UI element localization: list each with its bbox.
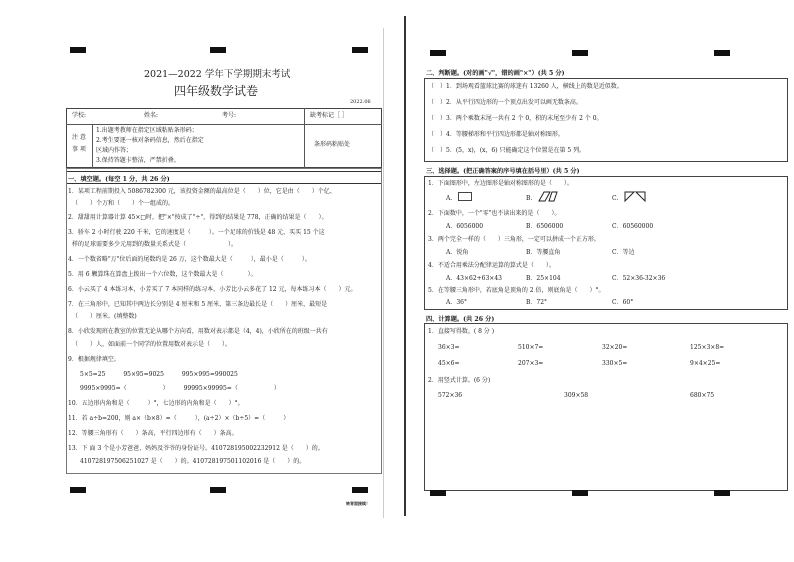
fill-in-frame: [66, 168, 382, 474]
question-line: 3．骄车 2 小时行驶 220 千米，它的速度是（ ）。一个足球的价钱是 48 元，买买 15 个这: [68, 229, 325, 236]
question-line: 13．下 面 3 个是小芳爸爸、妈妈及爷爷的身份证号。410728195002232912 是（ ）的。: [68, 445, 324, 452]
question-line: （ ）个万和（ ）个一组成的。: [72, 200, 175, 207]
calc-subtitle: 2．用竖式计算。(6 分): [428, 377, 491, 384]
direct-calc-item: 32×20=: [602, 344, 628, 351]
judge-item: （ ）1．到场观看篮球比赛的球迷有 13260 人，横线上的数是近似数。: [428, 83, 623, 90]
direct-calc-item: 125×3×8=: [690, 344, 725, 351]
left-exam-page: [52, 28, 384, 518]
exam-subject-title: 四年级数学试卷: [174, 84, 259, 98]
question-line: 样的足球需要多少元用到的数量关系式是（ ）。: [72, 241, 238, 248]
direct-calc-item: 330×5=: [602, 360, 628, 367]
judge-item: （ ）5．(5，x)，(x，6) 只能确定这个位置是在第 5 列。: [428, 147, 586, 154]
question-line: 4．一个数省略"万"位后面的尾数约是 26 万，这个数最大是（ ），最小是（ ）。: [68, 256, 311, 263]
absent-mark-field[interactable]: 缺考标记［ ］: [310, 112, 348, 119]
choice-option: B．6506000: [526, 223, 564, 230]
vertical-calc-item: 572×36: [438, 392, 463, 399]
registration-mark: [70, 487, 86, 493]
name-field[interactable]: 姓名:: [144, 112, 159, 119]
direct-calc-item: 45×6=: [438, 360, 460, 367]
choice-option: C．60°: [612, 299, 634, 306]
choice-option: C.: [612, 195, 619, 202]
notice-line: 3.保持答题卡整洁，严禁折叠。: [96, 157, 180, 164]
question-line: 9．根据规律填空。: [68, 356, 120, 363]
registration-mark: [714, 490, 730, 496]
choice-option: A.: [446, 195, 453, 202]
school-field[interactable]: 学校:: [72, 112, 87, 119]
choice-option: B.: [526, 195, 533, 202]
choice-question: 2．下面数中，一个"零"也不读出来的是（ ）。: [428, 210, 561, 217]
notice-line: 区域内作答；: [96, 147, 133, 154]
choice-option: B．72°: [526, 299, 548, 306]
choice-option: C．52×36-32×36: [612, 275, 666, 282]
question-line: 5．用 6 颗算珠在算盘上拨出一个六位数，这个数最大是（ ）。: [68, 271, 257, 278]
exam-year-title: 2021—2022 学年下学期期末考试: [144, 69, 291, 80]
notice-line: 1.出题考教师在指定区域粘贴条形码；: [96, 127, 198, 134]
notice-line: 2.考生要逐一核对条码信息，然后在指定: [96, 137, 204, 144]
judge-item: （ ）2．从平行四边形的一个顶点出发可以画无数条高。: [428, 99, 582, 106]
triangle-shape-icon: [624, 191, 646, 202]
question-line: 8．小欣发现班在教室的位置无论从哪个方向看，用数对表示都是（4，4)，小欣所在的班级一共有: [68, 328, 328, 335]
notice-label: 事 项: [72, 146, 86, 153]
barcode-area[interactable]: 条形码粘贴处: [314, 141, 351, 148]
registration-mark: [210, 487, 226, 493]
choice-question: 1．下面图形中，左边图形是轴对称图形的是（ ）。: [428, 180, 573, 187]
registration-mark: [210, 47, 226, 53]
registration-mark: [70, 47, 86, 53]
registration-mark: [714, 50, 730, 56]
judge-item: （ ）4．等腰梯形和平行四边形都是轴对称图形。: [428, 131, 564, 138]
question-line: （ ）厘米。(填整数): [72, 313, 137, 320]
question-line: 410728197506251027 是（ ）的。410728197501102016 是（ ）的。: [80, 458, 306, 465]
question-line: （ ）人，如面前一个同学的位置用数对表示是（ ）。: [72, 341, 232, 348]
notice-label: 注 意: [72, 134, 86, 141]
registration-mark: [430, 490, 446, 496]
direct-calc-item: 207×3=: [518, 360, 544, 367]
square-shape-icon: [458, 192, 472, 201]
choice-question: 5．在等腰三角形中，若底角是顶角的 2 倍，则底角是（ ）°。: [428, 287, 605, 294]
question-line: 12．等腰三角形有（ ）条高，平行四边形有（ ）条高。: [68, 430, 238, 437]
direct-calc-item: 36×3=: [438, 344, 460, 351]
registration-mark: [572, 50, 588, 56]
judge-item: （ ）3．两个乘数末尾一共有 2 个 0，积的末尾至少有 2 个 0。: [428, 115, 603, 122]
question-line: 6．小云买了 4 本练习本，小芳买了 7 本同样的练习本，小芳比小云多花了 12 元，每本练习本（ ）元。: [68, 286, 357, 293]
calc-subtitle: 1．直接写得数。( 8 分 ): [428, 328, 495, 335]
registration-mark: [430, 50, 446, 56]
question-line: 2．甜甜用计算器计算 45×□时，把"×"按成了"÷"，得到的结果是 778，正确的结果是（ ）。: [68, 214, 328, 221]
vertical-calc-item: 309×58: [564, 392, 589, 399]
question-line: 9995×9995=（ ） 99995×99995=（ ）: [80, 385, 280, 392]
question-line: 11．若 a÷b=200，则 a×（b×8）=（ ），(a÷2）×（b÷5）=（ ）: [68, 415, 290, 422]
choice-option: B．等腰直角: [526, 249, 561, 256]
question-line: 10．五边形内角和是（ ）°，七边形的内角和是（ ）°。: [68, 400, 244, 407]
exam-date: 2022.06: [350, 99, 371, 105]
choice-option: A．锐角: [446, 249, 469, 256]
question-line: 1．某项工程前期投入 5086782300 元，该投资金额的最高位是（ ）位，它是由（ ）个亿、: [68, 188, 336, 195]
exam-number-field[interactable]: 考号:: [222, 112, 237, 119]
section-fill-in-title: 一、填空题。(每空 1 分，共 26 分): [68, 176, 170, 183]
choice-question: 3．两个完全一样的（ ）三角形，一定可以拼成一个正方形。: [428, 236, 600, 243]
choice-option: A．43×62+63×43: [446, 275, 502, 282]
right-exam-page: [404, 16, 792, 516]
registration-mark: [572, 490, 588, 496]
direct-calc-item: 510×7=: [518, 344, 544, 351]
choice-option: C．等边: [612, 249, 635, 256]
section-calc-title: 四、计算题。(共 26 分): [426, 316, 495, 323]
choice-option: C．60560000: [612, 223, 654, 230]
choice-option: A．6056000: [446, 223, 484, 230]
parallelogram-shape-icon: [538, 191, 558, 202]
section-judge-title: 二、判断题。(对的画"√"，错的画"×"）(共 5 分): [426, 70, 565, 77]
choice-option: A．36°: [446, 299, 467, 306]
section-choice-title: 三、选择题。(把正确答案的序号填在括号里）(共 5 分): [426, 168, 580, 175]
choice-option: B．25×104: [526, 275, 561, 282]
question-line: 7．在三角形中，已知其中两边长分别是 4 厘米和 5 厘米，第三条边最长是（ ）厘米，最短是: [68, 301, 328, 308]
vertical-calc-item: 680×75: [690, 392, 715, 399]
page-footer-note: 转背面接续！: [346, 501, 370, 506]
direct-calc-item: 9×4×25=: [690, 360, 721, 367]
registration-mark: [352, 487, 368, 493]
choice-question: 4．不适合用乘法分配律运算的算式是（ ）。: [428, 262, 555, 269]
question-line: 5×5=25 95×95=9025 995×995=990025: [80, 371, 238, 378]
registration-mark: [352, 47, 368, 53]
